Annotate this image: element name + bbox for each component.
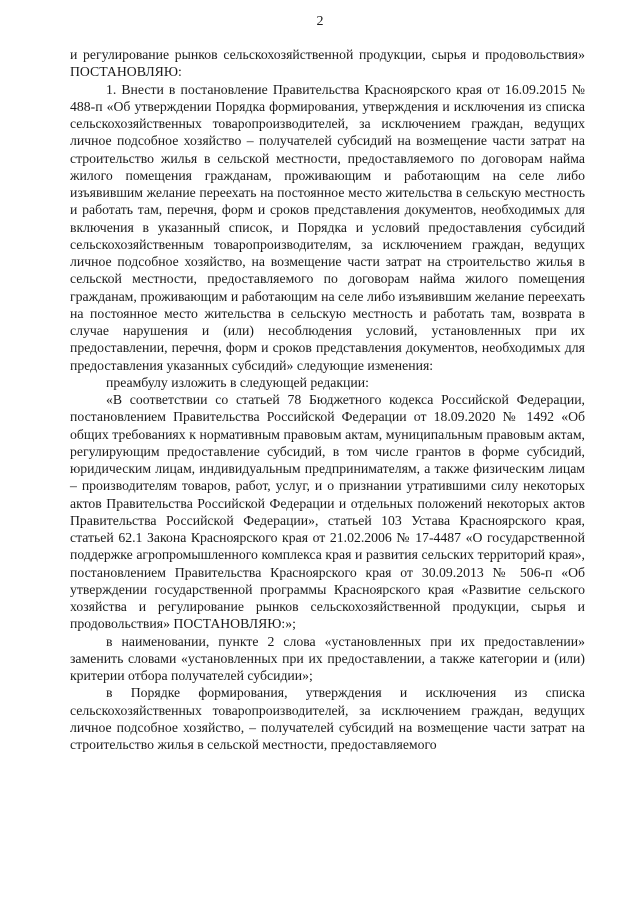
- paragraph-item-1: 1. Внести в постановление Правительства Красноярского края от 16.09.2015 № 488-п «Об утверждении Порядка формирования, утверждения и исключения из списка сельскохозяйственных товаропроизводителей, за исключением граждан, ведущих личное подсобное хозяйство – получателей субсидий на возмещение части затрат на строительство жилья в сельской местности, предоставляемого по договорам найма жилого помещения гражданам, проживающим и работающим на селе либо изъявившим желание переехать на постоянное место жительства в сельскую местность и работать там, перечня, форм и сроков представления документов, необходимых для включения в указанный список, и Порядка и условий предоставления субсидий сельскохозяйственным товаропроизводителям, за исключением граждан, ведущих личное подсобное хозяйство, на возмещение части затрат на строительство жилья в сельской местности, предоставляемого по договорам найма жилого помещения гражданам, проживающим и работающим на селе либо изъявившим желание переехать на постоянное место жительства в сельскую местность и работать там, возврата в случае нарушения и (или) несоблюдения условий, установленных при их предоставлении, перечня, форм и сроков представления документов, необходимых для предоставления указанных субсидий» следующие изменения:: [70, 81, 585, 373]
- paragraph-continuation: и регулирование рынков сельскохозяйственной продукции, сырья и продовольствия» ПОСТАНОВЛЯЮ:: [70, 47, 585, 80]
- paragraph-name-change: в наименовании, пункте 2 слова «установленных при их предоставлении» заменить словами «установленных при их предоставлении, а также категории и (или) критерии отбора получателей субсидии»;: [70, 633, 585, 683]
- paragraph-preamble-instruction: преамбулу изложить в следующей редакции:: [106, 374, 369, 390]
- paragraph-preamble-text: «В соответствии со статьей 78 Бюджетного кодекса Российской Федерации, постановлением Правительства Российской Федерации от 18.09.2020 № 1492 «Об общих требованиях к нормативным правовым актам, муниципальным правовым актам, регулирующим предоставление субсидий, в том числе грантов в форме субсидий, юридическим лицам, индивидуальным предпринимателям, а также физическим лицам – производителям товаров, работ, услуг, и о признании утратившими силу некоторых актов Правительства Российской Федерации и отдельных положений некоторых актов Правительства Российской Федерации», статьей 103 Устава Красноярского края, статьей 62.1 Закона Красноярского края от 21.02.2006 № 17-4487 «О государственной поддержке агропромышленного комплекса края и развития сельских территорий края», постановлением Правительства Красноярского края от 30.09.2013 № 506-п «Об утверждении государственной программы Красноярского края «Развитие сельского хозяйства и регулирование рынков сельскохозяйственной продукции, сырья и продовольствия» ПОСТАНОВЛЯЮ:»;: [70, 392, 585, 632]
- page-number: 2: [316, 14, 324, 29]
- paragraph-procedure-change: в Порядке формирования, утверждения и исключения из списка сельскохозяйственных товаропроизводителей, за исключением граждан, ведущих личное подсобное хозяйство, – получателей субсидий на возмещение части затрат на строительство жилья в сельской местности, предоставляемого: [70, 685, 585, 752]
- document-body: [70, 46, 585, 753]
